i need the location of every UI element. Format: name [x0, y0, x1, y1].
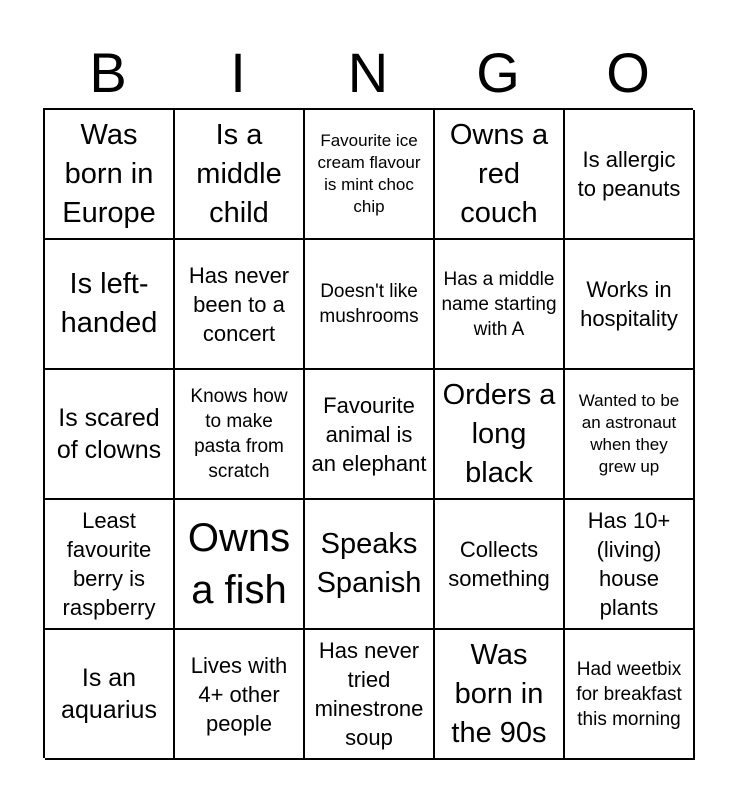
bingo-cell-text: Is allergic to peanuts [577, 147, 681, 201]
bingo-cell-text: Knows how to make pasta from scratch [190, 386, 288, 482]
bingo-cell-text: Is left-handed [60, 268, 158, 339]
bingo-cell-text: Was born in the 90s [451, 638, 547, 749]
bingo-cell-text: Lives with 4+ other people [190, 652, 288, 736]
bingo-cell[interactable] [175, 500, 305, 630]
bingo-cell[interactable] [565, 630, 695, 760]
bingo-cell-text: Has never tried minestrone soup [314, 638, 424, 750]
bingo-cell-text: Has 10+ (living) house plants [587, 508, 671, 620]
bingo-cell-text: Was born in Europe [62, 118, 156, 229]
bingo-cell[interactable] [435, 370, 565, 500]
bingo-cell-text: Is scared of clowns [56, 404, 162, 464]
bingo-cell[interactable] [435, 630, 565, 760]
bingo-cell[interactable] [305, 630, 435, 760]
bingo-cell[interactable] [565, 110, 695, 240]
bingo-cell[interactable] [435, 110, 565, 240]
bingo-cell[interactable] [565, 240, 695, 370]
bingo-cell-text: Had weetbix for breakfast this morning [576, 658, 682, 730]
header-letter-n: N [347, 41, 389, 104]
bingo-cell[interactable] [45, 500, 175, 630]
bingo-cell-text: Doesn't like mushrooms [319, 281, 419, 327]
bingo-cell-text: Has a middle name starting with A [441, 268, 557, 340]
bingo-cell[interactable] [45, 370, 175, 500]
bingo-cell[interactable] [45, 110, 175, 240]
bingo-cell[interactable] [305, 110, 435, 240]
bingo-cell[interactable] [435, 240, 565, 370]
bingo-cell-text: Orders a long black [442, 378, 556, 489]
bingo-header [43, 38, 693, 108]
bingo-cell-text: Wanted to be an astronaut when they grew up [578, 391, 680, 476]
bingo-cell[interactable] [565, 500, 695, 630]
bingo-cell-text: Is an aquarius [61, 664, 157, 724]
bingo-cell[interactable] [435, 500, 565, 630]
bingo-cell[interactable] [45, 630, 175, 760]
bingo-cell-text: Speaks Spanish [316, 528, 422, 599]
bingo-cell[interactable] [305, 370, 435, 500]
bingo-cell-text: Least favourite berry is raspberry [62, 508, 156, 620]
bingo-cell[interactable] [305, 500, 435, 630]
bingo-card-grid [43, 108, 693, 758]
bingo-cell-text: Favourite animal is an elephant [311, 392, 427, 476]
bingo-cell[interactable] [565, 370, 695, 500]
bingo-cell-text: Is a middle child [196, 118, 282, 229]
bingo-cell-text: Favourite ice cream flavour is mint choc chip [317, 131, 421, 216]
bingo-cell[interactable] [175, 240, 305, 370]
bingo-cell-text: Owns a fish [187, 516, 291, 612]
header-letter-b: B [89, 41, 127, 104]
bingo-cell[interactable] [175, 370, 305, 500]
bingo-cell-text: Works in hospitality [580, 277, 678, 331]
bingo-cell[interactable] [175, 630, 305, 760]
bingo-cell-text: Owns a red couch [449, 118, 549, 229]
bingo-cell-text: Collects something [448, 537, 550, 591]
header-letter-g: G [476, 41, 520, 104]
bingo-cell[interactable] [45, 240, 175, 370]
header-letter-o: O [606, 41, 650, 104]
bingo-cell-text: Has never been to a concert [188, 262, 290, 346]
bingo-cell[interactable] [175, 110, 305, 240]
header-letter-i: I [230, 41, 246, 104]
bingo-cell[interactable] [305, 240, 435, 370]
